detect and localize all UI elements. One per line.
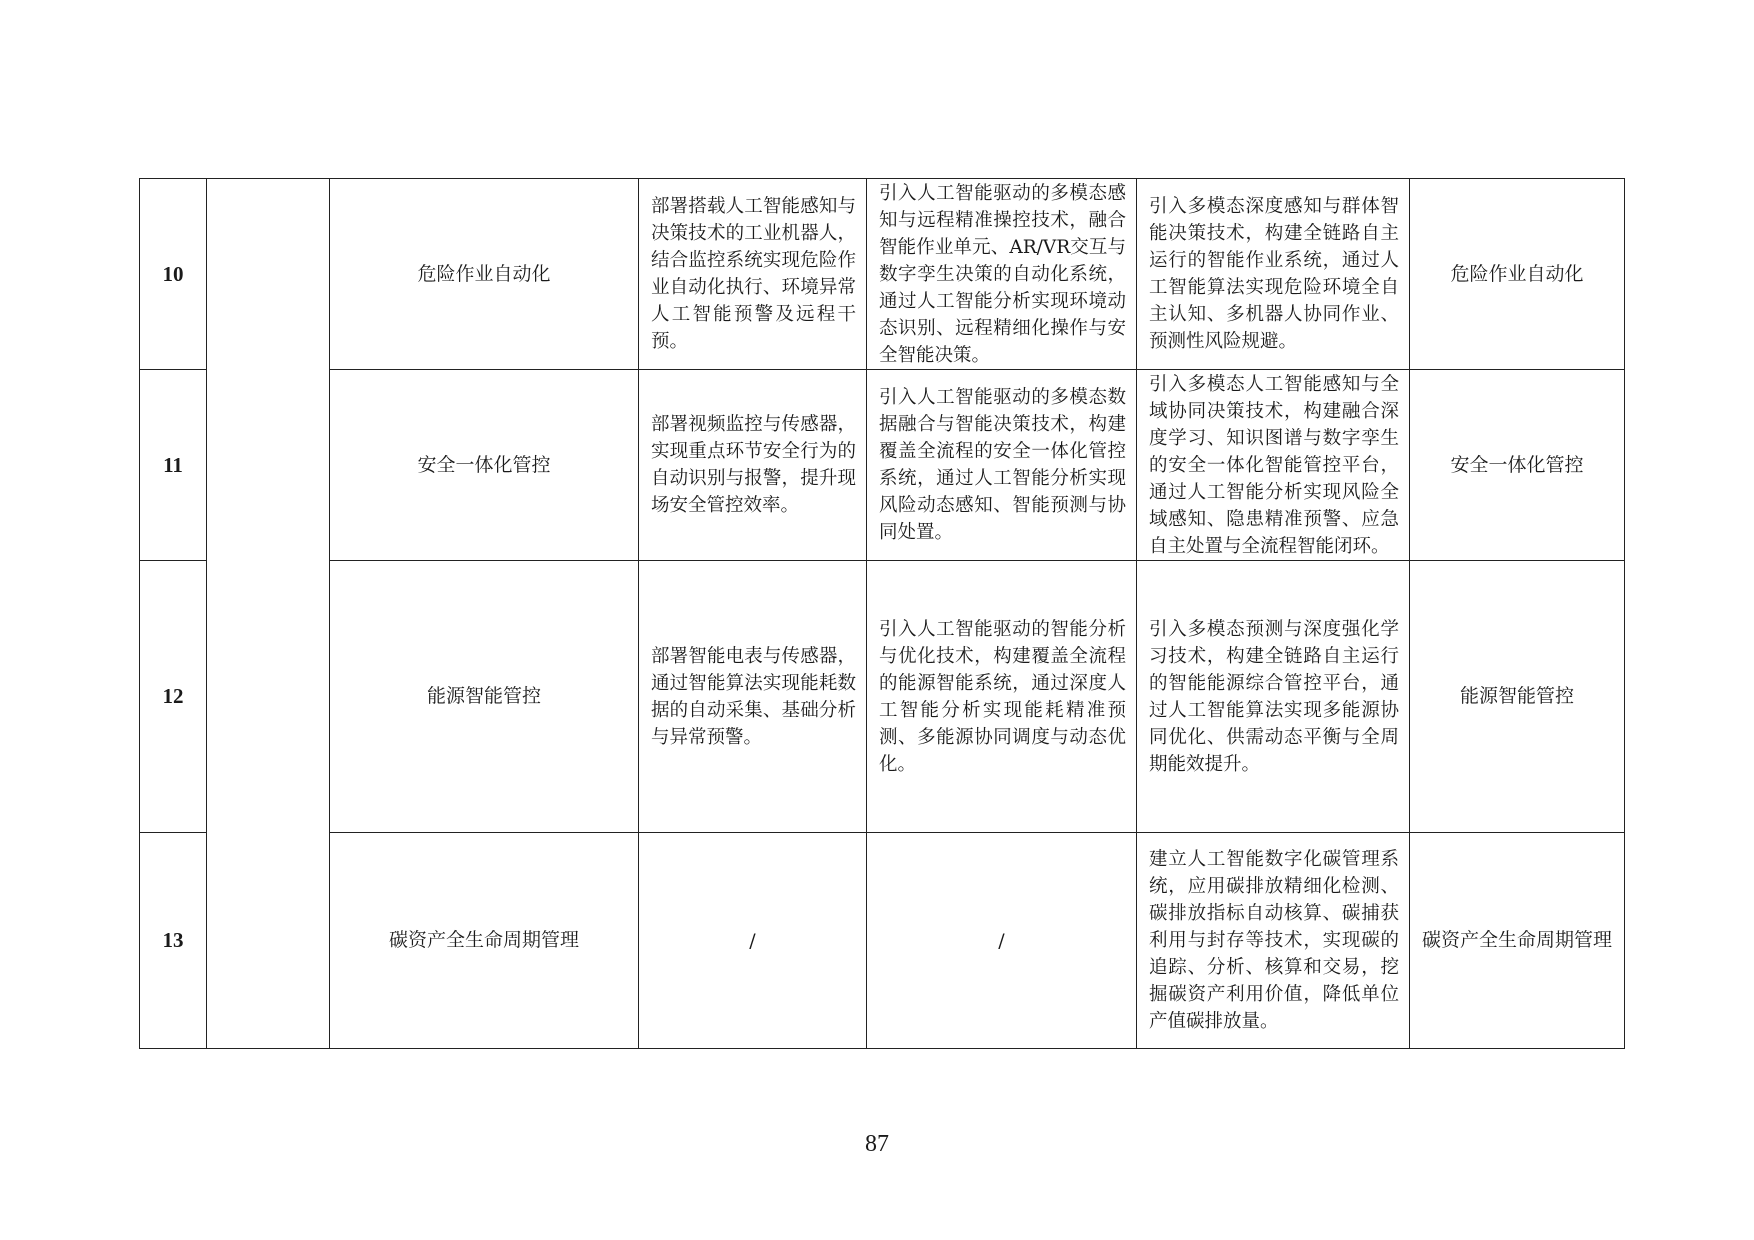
scenario-label: 碳资产全生命周期管理 xyxy=(1410,833,1625,1049)
scenario-name: 危险作业自动化 xyxy=(330,179,639,370)
level-1-description: 部署搭载人工智能感知与决策技术的工业机器人，结合监控系统实现危险作业自动化执行、环境异常人工智能预警及远程干预。 xyxy=(639,179,867,370)
level-2-description: 引入人工智能驱动的多模态感知与远程精准操控技术，融合智能作业单元、AR/VR交互与数字孪生决策的自动化系统，通过人工智能分析实现环境动态识别、远程精细化操作与安全智能决策。 xyxy=(867,179,1137,370)
table-row xyxy=(140,370,1625,561)
level-1-description: 部署智能电表与传感器，通过智能算法实现能耗数据的自动采集、基础分析与异常预警。 xyxy=(639,561,867,833)
row-number: 11 xyxy=(140,370,207,561)
scenario-name: 能源智能管控 xyxy=(330,561,639,833)
level-3-description: 引入多模态深度感知与群体智能决策技术，构建全链路自主运行的智能作业系统，通过人工智能算法实现危险环境全自主认知、多机器人协同作业、预测性风险规避。 xyxy=(1137,179,1410,370)
scenario-name: 安全一体化管控 xyxy=(330,370,639,561)
category-cell xyxy=(207,179,330,1049)
scenario-label: 安全一体化管控 xyxy=(1410,370,1625,561)
table-row xyxy=(140,179,1625,370)
level-1-description: 部署视频监控与传感器，实现重点环节安全行为的自动识别与报警，提升现场安全管控效率。 xyxy=(639,370,867,561)
scenario-label: 能源智能管控 xyxy=(1410,561,1625,833)
page-number: 87 xyxy=(865,1131,889,1157)
table-row xyxy=(140,561,1625,833)
scenario-label: 危险作业自动化 xyxy=(1410,179,1625,370)
scenario-name: 碳资产全生命周期管理 xyxy=(330,833,639,1049)
row-number: 10 xyxy=(140,179,207,370)
row-number: 13 xyxy=(140,833,207,1049)
level-3-description: 引入多模态预测与深度强化学习技术，构建全链路自主运行的智能能源综合管控平台，通过人工智能算法实现多能源协同优化、供需动态平衡与全周期能效提升。 xyxy=(1137,561,1410,833)
level-3-description: 引入多模态人工智能感知与全域协同决策技术，构建融合深度学习、知识图谱与数字孪生的安全一体化智能管控平台，通过人工智能分析实现风险全域感知、隐患精准预警、应急自主处置与全流程智能闭环。 xyxy=(1137,370,1410,561)
table-row xyxy=(140,833,1625,1049)
row-number: 12 xyxy=(140,561,207,833)
level-2-description: 引入人工智能驱动的多模态数据融合与智能决策技术，构建覆盖全流程的安全一体化管控系统，通过人工智能分析实现风险动态感知、智能预测与协同处置。 xyxy=(867,370,1137,561)
level-3-description: 建立人工智能数字化碳管理系统，应用碳排放精细化检测、碳排放指标自动核算、碳捕获利用与封存等技术，实现碳的追踪、分析、核算和交易，挖掘碳资产利用价值，降低单位产值碳排放量。 xyxy=(1137,833,1410,1049)
level-1-description: / xyxy=(639,833,867,1049)
capability-table xyxy=(139,178,1625,1049)
level-2-description: / xyxy=(867,833,1137,1049)
level-2-description: 引入人工智能驱动的智能分析与优化技术，构建覆盖全流程的能源智能系统，通过深度人工智能分析实现能耗精准预测、多能源协同调度与动态优化。 xyxy=(867,561,1137,833)
